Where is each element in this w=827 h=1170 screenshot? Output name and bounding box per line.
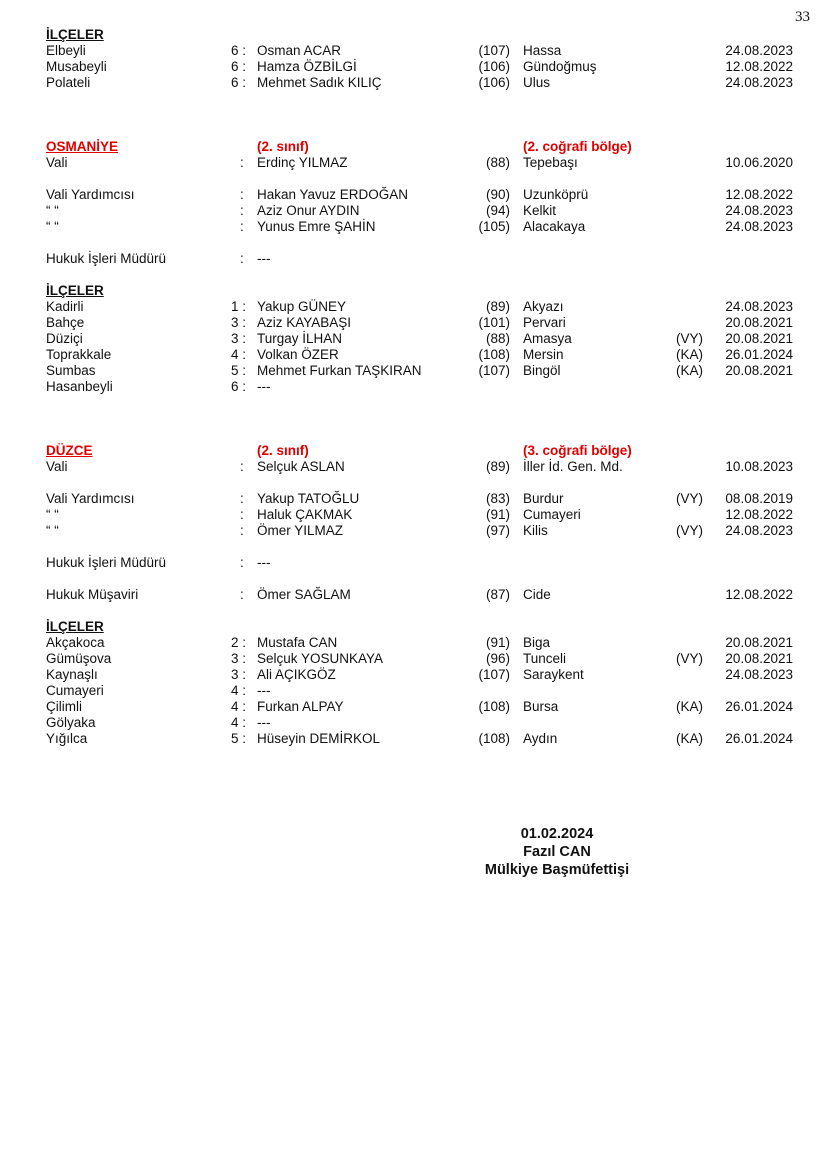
- district-name: Gölyaka: [46, 715, 96, 730]
- colon: :: [240, 507, 244, 522]
- person-name: Selçuk YOSUNKAYA: [257, 651, 384, 666]
- district-name: Kadirli: [46, 299, 84, 314]
- spacer: [0, 539, 827, 555]
- registry-number: (88): [485, 155, 510, 170]
- district-class: 6 :: [230, 43, 246, 58]
- district-name: Cumayeri: [46, 683, 104, 698]
- position-title: Hukuk Müşaviri: [46, 587, 139, 602]
- district-row: [0, 331, 827, 347]
- district-class: 2 :: [230, 635, 246, 650]
- province-class: (2. sınıf): [257, 443, 309, 458]
- person-name: Ömer YILMAZ: [257, 523, 344, 538]
- registry-number: (105): [478, 219, 510, 234]
- section-label: İLÇELER: [46, 27, 104, 42]
- appointment-date: 26.01.2024: [725, 347, 793, 362]
- appointment-date: 24.08.2023: [725, 667, 793, 682]
- person-name: Hakan Yavuz ERDOĞAN: [257, 187, 409, 202]
- position-title: Vali: [46, 459, 68, 474]
- appointment-date: 20.08.2021: [725, 315, 793, 330]
- district-row: [0, 683, 827, 699]
- registry-number: (88): [485, 331, 510, 346]
- province-heading: [0, 443, 827, 459]
- district-name: Polateli: [46, 75, 91, 90]
- registry-number: (106): [478, 75, 510, 90]
- official-row: [0, 155, 827, 171]
- official-row: [0, 203, 827, 219]
- district-name: Yığılca: [46, 731, 88, 746]
- colon: :: [240, 219, 244, 234]
- colon: :: [240, 555, 244, 570]
- official-row: [0, 523, 827, 539]
- section-heading: [0, 619, 827, 635]
- district-class: 4 :: [230, 347, 246, 362]
- registry-number: (107): [478, 667, 510, 682]
- district-row: [0, 379, 827, 395]
- spacer: [0, 427, 827, 443]
- district-class: 6 :: [230, 379, 246, 394]
- district-row: [0, 315, 827, 331]
- signature-block: [457, 825, 657, 879]
- district-row: [0, 715, 827, 731]
- position-title: Vali Yardımcısı: [46, 187, 135, 202]
- appointment-date: 10.08.2023: [725, 459, 793, 474]
- previous-post: Hassa: [523, 43, 562, 58]
- province-region: (3. coğrafi bölge): [523, 443, 632, 458]
- position-title: Vali Yardımcısı: [46, 491, 135, 506]
- person-name: Ali AÇIKGÖZ: [257, 667, 336, 682]
- district-name: Gümüşova: [46, 651, 112, 666]
- district-name: Sumbas: [46, 363, 96, 378]
- colon: :: [240, 587, 244, 602]
- signature-title: Mülkiye Başmüfettişi: [484, 862, 630, 878]
- district-name: Musabeyli: [46, 59, 107, 74]
- person-name: Hüseyin DEMİRKOL: [257, 731, 381, 746]
- district-name: Kaynaşlı: [46, 667, 98, 682]
- person-name: Furkan ALPAY: [257, 699, 344, 714]
- appointment-date: 20.08.2021: [725, 651, 793, 666]
- district-row: [0, 635, 827, 651]
- colon: :: [240, 187, 244, 202]
- status-flag: (VY): [676, 331, 703, 346]
- person-name: Haluk ÇAKMAK: [257, 507, 353, 522]
- previous-post: Kilis: [523, 523, 548, 538]
- district-row: [0, 75, 827, 91]
- spacer: [0, 267, 827, 283]
- district-row: [0, 299, 827, 315]
- colon: :: [240, 491, 244, 506]
- district-class: 3 :: [230, 315, 246, 330]
- registry-number: (97): [485, 523, 510, 538]
- appointment-date: 24.08.2023: [725, 219, 793, 234]
- spacer: [0, 571, 827, 587]
- appointment-date: 12.08.2022: [725, 507, 793, 522]
- district-class: 3 :: [230, 651, 246, 666]
- previous-post: Akyazı: [523, 299, 564, 314]
- appointment-date: 24.08.2023: [725, 299, 793, 314]
- person-name: ---: [257, 555, 271, 570]
- registry-number: (96): [485, 651, 510, 666]
- person-name: Yakup GÜNEY: [257, 299, 347, 314]
- district-name: Hasanbeyli: [46, 379, 113, 394]
- registry-number: (91): [485, 635, 510, 650]
- registry-number: (107): [478, 363, 510, 378]
- appointment-date: 24.08.2023: [725, 75, 793, 90]
- appointment-date: 20.08.2021: [725, 363, 793, 378]
- district-name: Bahçe: [46, 315, 85, 330]
- previous-post: Tepebaşı: [523, 155, 578, 170]
- position-title: Vali: [46, 155, 68, 170]
- district-class: 6 :: [230, 75, 246, 90]
- previous-post: Ulus: [523, 75, 551, 90]
- person-name: Selçuk ASLAN: [257, 459, 345, 474]
- district-class: 4 :: [230, 683, 246, 698]
- spacer: [0, 123, 827, 139]
- registry-number: (107): [478, 43, 510, 58]
- district-row: [0, 667, 827, 683]
- district-row: [0, 363, 827, 379]
- appointment-date: 12.08.2022: [725, 59, 793, 74]
- previous-post: Gündoğmuş: [523, 59, 597, 74]
- appointment-date: 26.01.2024: [725, 731, 793, 746]
- colon: :: [240, 459, 244, 474]
- previous-post: Amasya: [523, 331, 572, 346]
- person-name: Aziz Onur AYDIN: [257, 203, 360, 218]
- signature-name: Fazıl CAN: [523, 844, 591, 860]
- appointment-date: 20.08.2021: [725, 331, 793, 346]
- colon: :: [240, 203, 244, 218]
- registry-number: (89): [485, 299, 510, 314]
- registry-number: (91): [485, 507, 510, 522]
- spacer: [0, 395, 827, 427]
- appointment-date: 12.08.2022: [725, 587, 793, 602]
- status-flag: (VY): [676, 523, 703, 538]
- spacer: [0, 91, 827, 123]
- status-flag: (KA): [676, 731, 703, 746]
- status-flag: (KA): [676, 347, 703, 362]
- province-class: (2. sınıf): [257, 139, 309, 154]
- registry-number: (108): [478, 699, 510, 714]
- appointment-date: 20.08.2021: [725, 635, 793, 650]
- section-label: İLÇELER: [46, 619, 104, 634]
- official-row: [0, 587, 827, 603]
- official-row: [0, 187, 827, 203]
- appointment-list: [0, 27, 827, 747]
- registry-number: (89): [485, 459, 510, 474]
- previous-post: Burdur: [523, 491, 564, 506]
- person-name: ---: [257, 715, 271, 730]
- registry-number: (106): [478, 59, 510, 74]
- official-row: [0, 507, 827, 523]
- province-name: DÜZCE: [46, 443, 93, 458]
- person-name: ---: [257, 379, 271, 394]
- district-class: 5 :: [230, 363, 246, 378]
- section-label: İLÇELER: [46, 283, 104, 298]
- person-name: ---: [257, 683, 271, 698]
- spacer: [0, 603, 827, 619]
- previous-post: Tunceli: [523, 651, 567, 666]
- status-flag: (VY): [676, 651, 703, 666]
- appointment-date: 08.08.2019: [725, 491, 793, 506]
- person-name: Osman ACAR: [257, 43, 342, 58]
- district-row: [0, 347, 827, 363]
- position-title: “ “: [46, 203, 59, 218]
- position-title: Hukuk İşleri Müdürü: [46, 555, 167, 570]
- district-row: [0, 651, 827, 667]
- district-class: 3 :: [230, 667, 246, 682]
- signature-date: 01.02.2024: [520, 826, 594, 842]
- appointment-date: 24.08.2023: [725, 523, 793, 538]
- position-title: “ “: [46, 507, 59, 522]
- official-row: [0, 219, 827, 235]
- previous-post: Biga: [523, 635, 551, 650]
- district-name: Elbeyli: [46, 43, 86, 58]
- person-name: Yakup TATOĞLU: [257, 491, 360, 506]
- appointment-date: 10.06.2020: [725, 155, 793, 170]
- district-row: [0, 731, 827, 747]
- registry-number: (101): [478, 315, 510, 330]
- position-title: “ “: [46, 523, 59, 538]
- appointment-date: 26.01.2024: [725, 699, 793, 714]
- province-region: (2. coğrafi bölge): [523, 139, 632, 154]
- spacer: [0, 235, 827, 251]
- status-flag: (KA): [676, 363, 703, 378]
- colon: :: [240, 523, 244, 538]
- previous-post: Cide: [523, 587, 551, 602]
- person-name: Mehmet Furkan TAŞKIRAN: [257, 363, 422, 378]
- district-class: 1 :: [230, 299, 246, 314]
- status-flag: (KA): [676, 699, 703, 714]
- district-class: 4 :: [230, 715, 246, 730]
- person-name: Aziz KAYABAŞI: [257, 315, 352, 330]
- previous-post: Aydın: [523, 731, 558, 746]
- position-title: “ “: [46, 219, 59, 234]
- person-name: Erdinç YILMAZ: [257, 155, 348, 170]
- district-name: Çilimli: [46, 699, 82, 714]
- previous-post: Pervari: [523, 315, 566, 330]
- district-row: [0, 59, 827, 75]
- official-row: [0, 555, 827, 571]
- section-heading: [0, 27, 827, 43]
- district-class: 3 :: [230, 331, 246, 346]
- spacer: [0, 475, 827, 491]
- section-heading: [0, 283, 827, 299]
- province-heading: [0, 139, 827, 155]
- colon: :: [240, 251, 244, 266]
- person-name: Turgay İLHAN: [257, 331, 343, 346]
- position-title: Hukuk İşleri Müdürü: [46, 251, 167, 266]
- person-name: Mustafa CAN: [257, 635, 338, 650]
- registry-number: (94): [485, 203, 510, 218]
- official-row: [0, 491, 827, 507]
- district-class: 4 :: [230, 699, 246, 714]
- previous-post: Saraykent: [523, 667, 584, 682]
- person-name: Yunus Emre ŞAHİN: [257, 219, 376, 234]
- person-name: Volkan ÖZER: [257, 347, 339, 362]
- appointment-date: 12.08.2022: [725, 187, 793, 202]
- registry-number: (108): [478, 731, 510, 746]
- previous-post: İller İd. Gen. Md.: [523, 459, 623, 474]
- person-name: ---: [257, 251, 271, 266]
- district-class: 5 :: [230, 731, 246, 746]
- appointment-date: 24.08.2023: [725, 43, 793, 58]
- registry-number: (87): [485, 587, 510, 602]
- district-row: [0, 699, 827, 715]
- registry-number: (90): [485, 187, 510, 202]
- status-flag: (VY): [676, 491, 703, 506]
- person-name: Ömer SAĞLAM: [257, 587, 351, 602]
- registry-number: (83): [485, 491, 510, 506]
- previous-post: Bursa: [523, 699, 559, 714]
- spacer: [0, 171, 827, 187]
- page-number: 33: [795, 9, 810, 25]
- person-name: Hamza ÖZBİLGİ: [257, 59, 357, 74]
- district-name: Toprakkale: [46, 347, 112, 362]
- district-class: 6 :: [230, 59, 246, 74]
- previous-post: Bingöl: [523, 363, 561, 378]
- previous-post: Cumayeri: [523, 507, 581, 522]
- previous-post: Kelkit: [523, 203, 557, 218]
- appointment-date: 24.08.2023: [725, 203, 793, 218]
- district-row: [0, 43, 827, 59]
- previous-post: Uzunköprü: [523, 187, 589, 202]
- person-name: Mehmet Sadık KILIÇ: [257, 75, 382, 90]
- registry-number: (108): [478, 347, 510, 362]
- official-row: [0, 459, 827, 475]
- province-name: OSMANİYE: [46, 139, 119, 154]
- colon: :: [240, 155, 244, 170]
- previous-post: Alacakaya: [523, 219, 586, 234]
- previous-post: Mersin: [523, 347, 564, 362]
- district-name: Düziçi: [46, 331, 83, 346]
- official-row: [0, 251, 827, 267]
- district-name: Akçakoca: [46, 635, 105, 650]
